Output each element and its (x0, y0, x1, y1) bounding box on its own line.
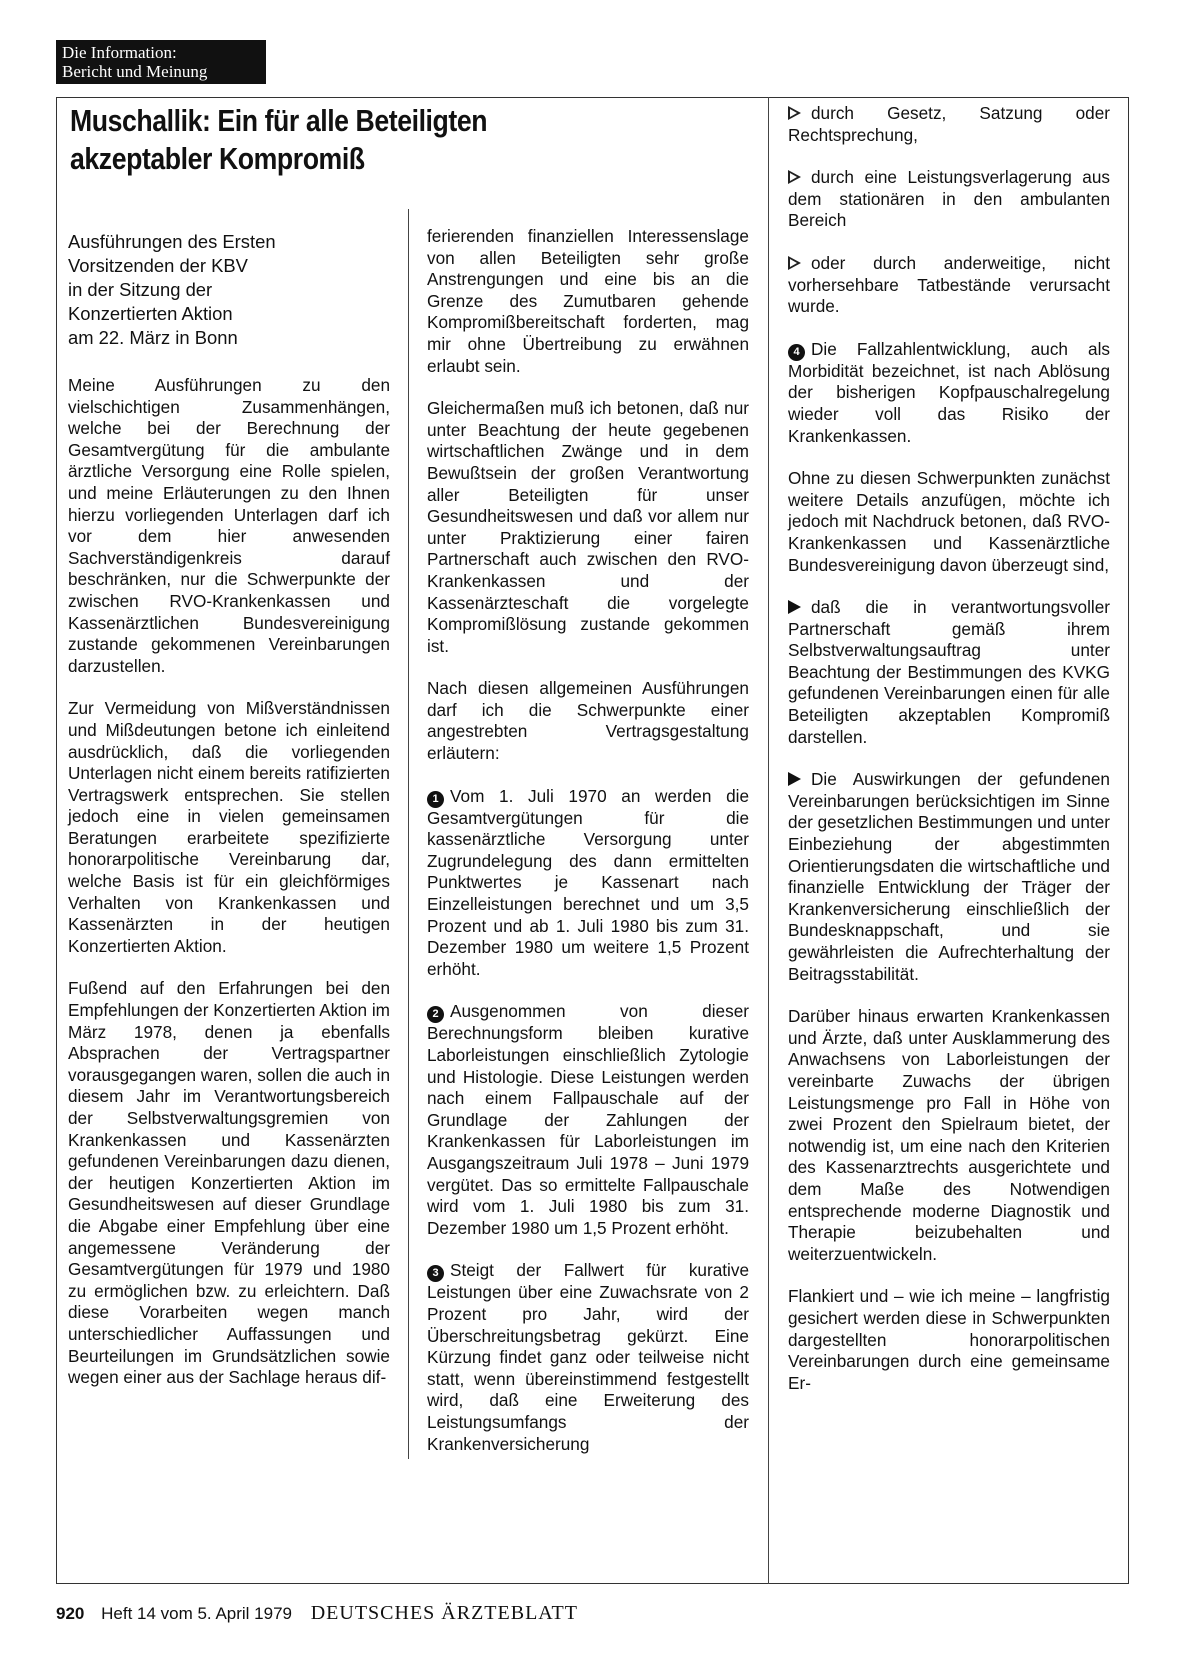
section-label (56, 40, 266, 84)
subtitle-line: am 22. März in Bonn (68, 327, 238, 348)
solid-triangle-bullet-icon (788, 600, 801, 614)
claim-item (788, 769, 1110, 985)
solid-triangle-bullet-icon (788, 772, 801, 786)
number-3-badge-icon: 3 (427, 1265, 444, 1282)
claim-item (788, 597, 1110, 748)
body-paragraph: Darüber hinaus erwarten Krankenkassen und Ärzte, daß unter Ausklammerung des Anwachsens von Laborleistungen der vereinbarte Zuwachs der übrigen Leistungsmenge pro Fall in Höhe von zwei Prozent den Spielraum bietet, der notwendig ist, um eine nach den Kriterien des Kassenarztrechts ausgerichtete und dem Maße des Notwendigen entsprechende moderne Diagnostik und Therapie beizubehalten und weiterzuentwickeln. (788, 1006, 1110, 1264)
number-2-badge-icon: 2 (427, 1006, 444, 1023)
claim-text: Die Auswirkungen der gefundenen Vereinbarungen berücksichtigen im Sinne der gesetzlichen Bestimmungen und unter Einbeziehung der abgestimmten Orientierungsdaten die wirtschaftliche und finanzielle Entwicklung der Träger der Krankenversicherung einschließlich der Bundesknappschaft, und sie gewährleisten die Aufrechterhaltung der Beitragsstabilität. (788, 769, 1110, 984)
article-headline (70, 102, 620, 178)
headline-line-1: Muschallik: Ein für alle Beteiligten (70, 103, 488, 138)
body-paragraph: ferierenden finanziellen Interessenslage von allen Beteiligten sehr große Anstrengungen und eine bis an die Grenze des Zumutbaren gehende Kompromißbereitschaft forderten, mag mir ohne Übertreibung zu erwähnen erlaubt sein. (427, 226, 749, 376)
subtitle-line: Vorsitzenden der KBV (68, 255, 248, 276)
condition-item (788, 253, 1110, 318)
subtitle-line: Konzertierten Aktion (68, 303, 233, 324)
text-column-2 (427, 226, 749, 1476)
number-4-badge-icon: 4 (788, 344, 805, 361)
number-1-badge-icon: 1 (427, 791, 444, 808)
headline-line-2: akzeptabler Kompromiß (70, 141, 365, 176)
open-triangle-bullet-icon (788, 170, 801, 184)
numbered-point (788, 339, 1110, 447)
body-paragraph: Fußend auf den Erfahrungen bei den Empfehlungen der Konzertierten Aktion im März 1978, denen ja ebenfalls Absprachen der Vertragspartner vorausgegangen waren, sollen die auch in diesem Jahr im Verantwortungsbereich der Selbstverwaltungsgremien von Krankenkassen und Kassenärzten gefundenen Vereinbarungen dazu dienen, der heutigen Konzertierten Aktion im Gesundheitswesen auf dieser Grundlage die Abgabe einer Empfehlung über eine angemessene Veränderung der Gesamtvergütungen für 1979 und 1980 zu ermöglichen bzw. zu erleichtern. Daß diese Vorarbeiten wegen manch unterschiedlicher Auffassungen und Beurteilungen im Grundsätzlichen sowie wegen einer aus der Sachlage heraus dif- (68, 978, 391, 1388)
numbered-point (427, 786, 749, 981)
body-paragraph: Gleichermaßen muß ich betonen, daß nur unter Beachtung der heute gegebenen wirtschaftlichen Zwänge und in dem Bewußtsein der großen Verantwortung aller Beteiligten für unser Gesundheitswesen und daß vor allem nur unter Praktizierung einer fairen Partnerschaft auch zwischen den RVO-Krankenkassen und der Kassenärzteschaft die vorgelegte Kompromißlösung zustande gekommen ist. (427, 398, 749, 656)
body-paragraph: Zur Vermeidung von Mißverständnissen und Mißdeutungen betone ich einleitend ausdrücklich, daß die vorliegenden Unterlagen nicht einem bereits ratifizierten Vertragswerk entsprechen. Sie stellen jedoch eine in vielen gemeinsamen Beratungen erarbeitete spezifizierte honorarpolitische Vereinbarung dar, welche Basis ist für ein gleichförmiges Verhalten von Krankenkassen und Kassenärzten in der heutigen Konzertierten Aktion. (68, 698, 390, 956)
condition-text: durch Gesetz, Satzung oder Rechtsprechung, (788, 103, 1110, 145)
claim-text: daß die in verantwortungsvoller Partnerschaft gemäß ihrem Selbstverwaltungsauftrag unter Beachtung der Bestimmungen des KVKG gefundenen Vereinbarungen einen für alle Beteiligten akzeptablen Kompromiß darstellen. (788, 597, 1110, 747)
journal-name: DEUTSCHES ÄRZTEBLATT (310, 1602, 578, 1624)
section-label-line-1: Die Information: (62, 43, 177, 62)
point-text: Vom 1. Juli 1970 an werden die Gesamtvergütungen für die kassenärztliche Versorgung unter Zugrundelegung des dann ermittelten Punktwertes je Kassenart nach Einzelleistungen berechnet und um 3,5 Prozent und ab 1. Juli 1980 bis zum 31. Dezember 1980 um weitere 1,5 Prozent erhöht. (427, 785, 749, 979)
issue-info: Heft 14 vom 5. April 1979 (101, 1604, 292, 1623)
point-text: Die Fallzahlentwicklung, auch als Morbidität bezeichnet, ist nach Ablösung der bisherigen Kopfpauschalregelung wieder voll das Risiko der Krankenkassen. (788, 338, 1110, 446)
subtitle-line: in der Sitzung der (68, 279, 213, 300)
subtitle-line: Ausführungen des Ersten (68, 231, 276, 252)
text-column-3 (788, 103, 1110, 1415)
open-triangle-bullet-icon (788, 106, 801, 120)
text-column-1 (68, 230, 390, 1410)
body-paragraph: Ohne zu diesen Schwerpunkten zunächst weitere Details anzufügen, möchte ich jedoch mit Nachdruck betonen, daß RVO-Krankenkassen und Kassenärztliche Bundesvereinigung davon überzeugt sind, (788, 468, 1110, 575)
section-label-line-2: Bericht und Meinung (62, 62, 208, 81)
body-paragraph: Meine Ausführungen zu den vielschichtigen Zusammenhängen, welche bei der Berechnung der Gesamtvergütung für die ambulante ärztliche Versorgung eine Rolle spielen, und meine Erläuterungen zu den Ihnen hierzu vorliegenden Unterlagen darf ich vor dem hier anwesenden Sachverständigenkreis darauf beschränken, nur die Schwerpunkte der zwischen RVO-Krankenkassen und Kassenärztlichen Bundesvereinigung zustande gekommenen Vereinbarungen darzustellen. (68, 375, 390, 676)
open-triangle-bullet-icon (788, 256, 801, 270)
condition-item (788, 103, 1110, 146)
page-footer (56, 1602, 578, 1625)
page-number: 920 (56, 1604, 85, 1623)
numbered-point (427, 1260, 749, 1455)
numbered-point (427, 1001, 749, 1239)
body-paragraph: Nach diesen allgemeinen Ausführungen darf ich die Schwerpunkte einer angestrebten Vertragsgestaltung erläutern: (427, 678, 749, 764)
body-paragraph: Flankiert und – wie ich meine – langfristig gesichert werden diese in Schwerpunkten dargestellten honorarpolitischen Vereinbarungen durch eine gemeinsame Er- (788, 1286, 1110, 1393)
condition-text: durch eine Leistungsverlagerung aus dem stationären in den ambulanten Bereich (788, 167, 1110, 231)
column-rule-2 (768, 97, 769, 1584)
condition-text: oder durch anderweitige, nicht vorhersehbare Tatbestände verursacht wurde. (788, 252, 1110, 317)
point-text: Steigt der Fallwert für kurative Leistungen über eine Zuwachsrate von 2 Prozent pro Jahr, wird der Überschreitungsbetrag gekürzt. Eine Kürzung findet ganz oder teilweise nicht statt, wenn übereinstimmend festgestellt wird, daß eine Erweiterung des Leistungsumfangs der Krankenversicherung (427, 1260, 749, 1454)
article-subtitle (68, 230, 390, 350)
condition-item (788, 167, 1110, 232)
point-text: Ausgenommen von dieser Berechnungsform bleiben kurative Laborleistungen einschließlich Zytologie und Histologie. Diese Leistungen werden nach einem Fallpauschale auf der Grundlage der Zahlungen der Krankenkassen für Laborleistungen im Ausgangszeitraum Juli 1978 – Juni 1979 vergütet. Das so ermittelte Fallpauschale wird vom 1. Juli 1980 bis zum 31. Dezember 1980 um 1,5 Prozent erhöht. (427, 1001, 749, 1238)
column-rule-1 (408, 209, 409, 1459)
